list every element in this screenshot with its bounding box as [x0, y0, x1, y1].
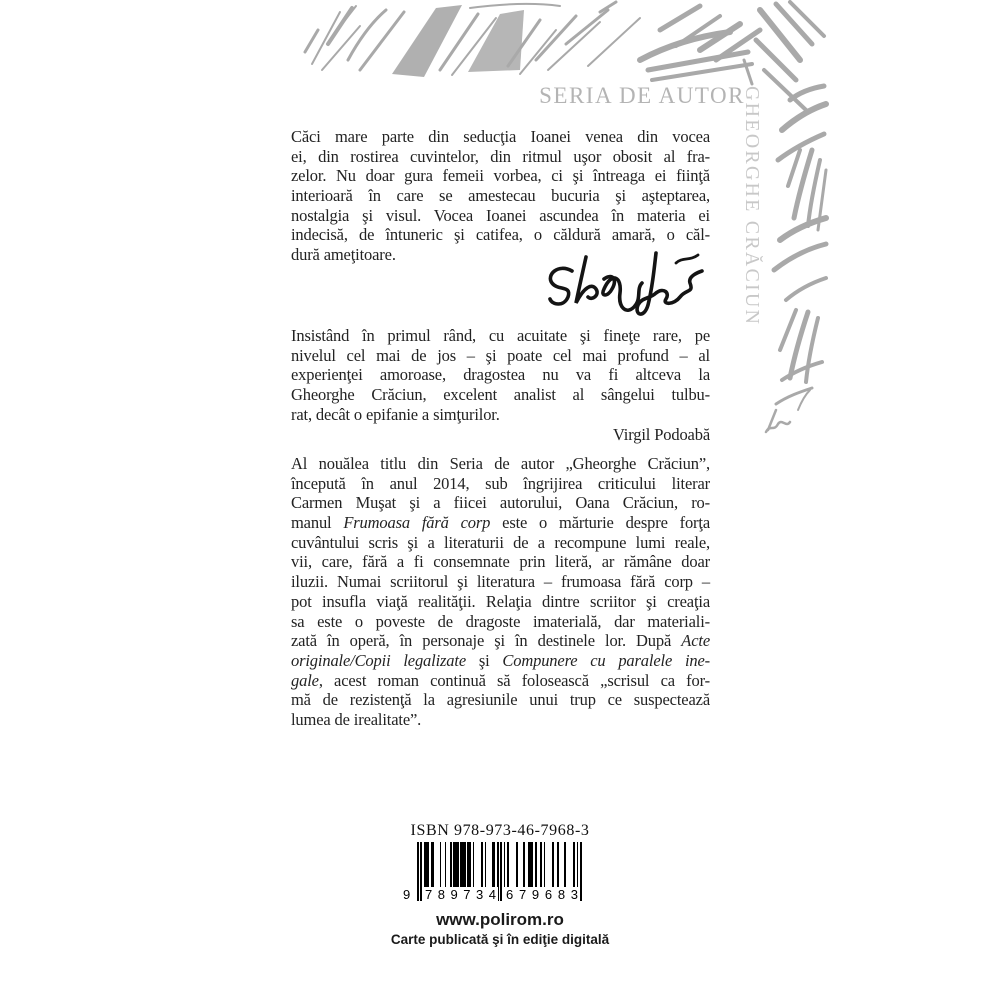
quote-attribution: Virgil Podoabă [613, 425, 710, 445]
quote-paragraph-1 [291, 127, 710, 265]
text-segment: şi [466, 650, 503, 670]
text-line [291, 385, 710, 405]
isbn-label: ISBN 978-973-46-7968-3 [410, 822, 590, 839]
text-segment: Gheorghe Crăciun, excelent analist al sângelui tulbu- [291, 385, 710, 405]
text-segment: Căci mare parte din seducţia Ioanei venea din vocea [291, 127, 710, 146]
text-segment: rat, decât o epifanie a simţurilor. [291, 404, 500, 424]
text-segment: Insistând în primul rând, cu acuitate şi fineţe rare, pe [291, 326, 710, 345]
text-segment: este o mărturie despre forţa [490, 513, 711, 533]
text-segment: nostalgia şi visul. Vocea Ioanei ascundea în materia ei [291, 205, 710, 225]
text-line [291, 552, 710, 572]
text-segment: cuvântului scris şi a literaturii de a recompune lumi reale, [291, 532, 710, 552]
text-segment: zelor. Nu doar gura femeii vorbea, ci şi întreaga ei fiinţă [291, 166, 710, 186]
barcode-digit: 7 [518, 887, 527, 902]
text-line [291, 572, 710, 592]
publisher-website: www.polirom.ro [436, 910, 564, 929]
text-segment: nivelul cel mai de jos – şi poate cel mai profund – al [291, 345, 710, 365]
text-line [291, 474, 710, 494]
italic-text-segment: Acte [681, 631, 710, 651]
text-line [291, 631, 710, 651]
barcode-digit: 3 [570, 887, 578, 902]
author-name-vertical: GHEORGHE CRĂCIUN [741, 86, 763, 327]
text-segment: experienţei amoroase, dragostea nu va fi altceva la [291, 365, 710, 385]
text-line [291, 166, 710, 186]
barcode-digit: 9 [531, 887, 540, 902]
text-line [291, 513, 710, 533]
text-line [291, 690, 710, 710]
text-line [291, 346, 710, 366]
text-line [291, 651, 710, 671]
text-segment: manul [291, 513, 344, 533]
text-line [291, 671, 710, 691]
text-line [291, 710, 710, 730]
text-line [291, 405, 710, 425]
author-signature [538, 249, 723, 324]
italic-text-segment: gale [291, 670, 319, 690]
text-line [291, 592, 710, 612]
series-label: SERIA DE AUTOR [539, 83, 745, 108]
text-segment: Carmen Muşat şi a fiicei autorului, Oana Crăciun, ro- [291, 493, 710, 513]
italic-text-segment: originale/Copii legalizate [291, 650, 466, 670]
text-line [291, 147, 710, 167]
text-segment: Al nouălea titlu din Seria de autor „Gheorghe Crăciun”, [291, 454, 710, 473]
text-line [291, 533, 710, 553]
text-segment: zată în operă, în personaje şi în destinele lor. După [291, 631, 682, 651]
text-segment: mă de rezistenţă la agresiunile unui trup ce suspectează [291, 690, 710, 710]
text-segment: interioară în care se amestecau bucuria şi aşteptarea, [291, 186, 710, 206]
text-segment: iluzii. Numai scriitorul şi literatura – frumoasa fără corp – [291, 572, 710, 592]
barcode-digit: 3 [476, 887, 484, 902]
description-paragraph [291, 454, 710, 730]
barcode-digit: 6 [544, 887, 553, 902]
barcode-digit: 7 [425, 887, 433, 902]
text-segment: indecisă, de întuneric şi catifea, o căldură amară, o căl- [291, 225, 710, 245]
text-segment: începută în anul 2014, sub îngrijirea criticului literar [291, 473, 710, 493]
text-segment: lumea de irealitate”. [291, 709, 422, 729]
italic-text-segment: Compunere cu paralele ine- [502, 650, 711, 670]
ean13-barcode [403, 842, 583, 904]
italic-text-segment: Frumoasa fără corp [343, 513, 491, 533]
text-segment: vii, care, fără a fi consemnate prin literă, ar rămâne doar [291, 552, 710, 572]
text-line [291, 326, 710, 346]
text-line [291, 493, 710, 513]
text-line [291, 612, 710, 632]
barcode-digit: 6 [506, 887, 514, 902]
barcode-digits-group2 [504, 887, 580, 901]
quote-paragraph-2 [291, 326, 710, 445]
text-line [291, 225, 710, 245]
text-line [291, 365, 710, 385]
text-segment: dură ameţitoare. [291, 245, 396, 265]
text-line [291, 127, 710, 147]
barcode-digit: 4 [488, 887, 496, 902]
barcode-digit: 8 [557, 887, 566, 902]
barcode-module [580, 842, 582, 901]
text-segment: , acest roman continuă să folosească „scrisul ca for- [318, 670, 710, 690]
barcode-digit: 8 [437, 887, 445, 902]
text-line [291, 454, 710, 474]
text-segment: ei, din rostirea cuvintelor, din ritmul uşor obosit al fra- [291, 146, 710, 166]
barcode-digits-group1 [423, 887, 498, 901]
text-line [291, 206, 710, 226]
digital-edition-note: Carte publicată şi în ediţie digitală [390, 932, 610, 947]
barcode-digit: 7 [463, 887, 471, 902]
barcode-digit-first: 9 [403, 887, 411, 902]
text-segment: sa este o poveste de dragoste imaterială, dar materiali- [291, 611, 710, 631]
text-segment: pot insufla viaţă realităţii. Relaţia dintre scriitor şi creaţia [291, 591, 710, 611]
barcode-digit: 9 [450, 887, 458, 902]
text-line [291, 186, 710, 206]
